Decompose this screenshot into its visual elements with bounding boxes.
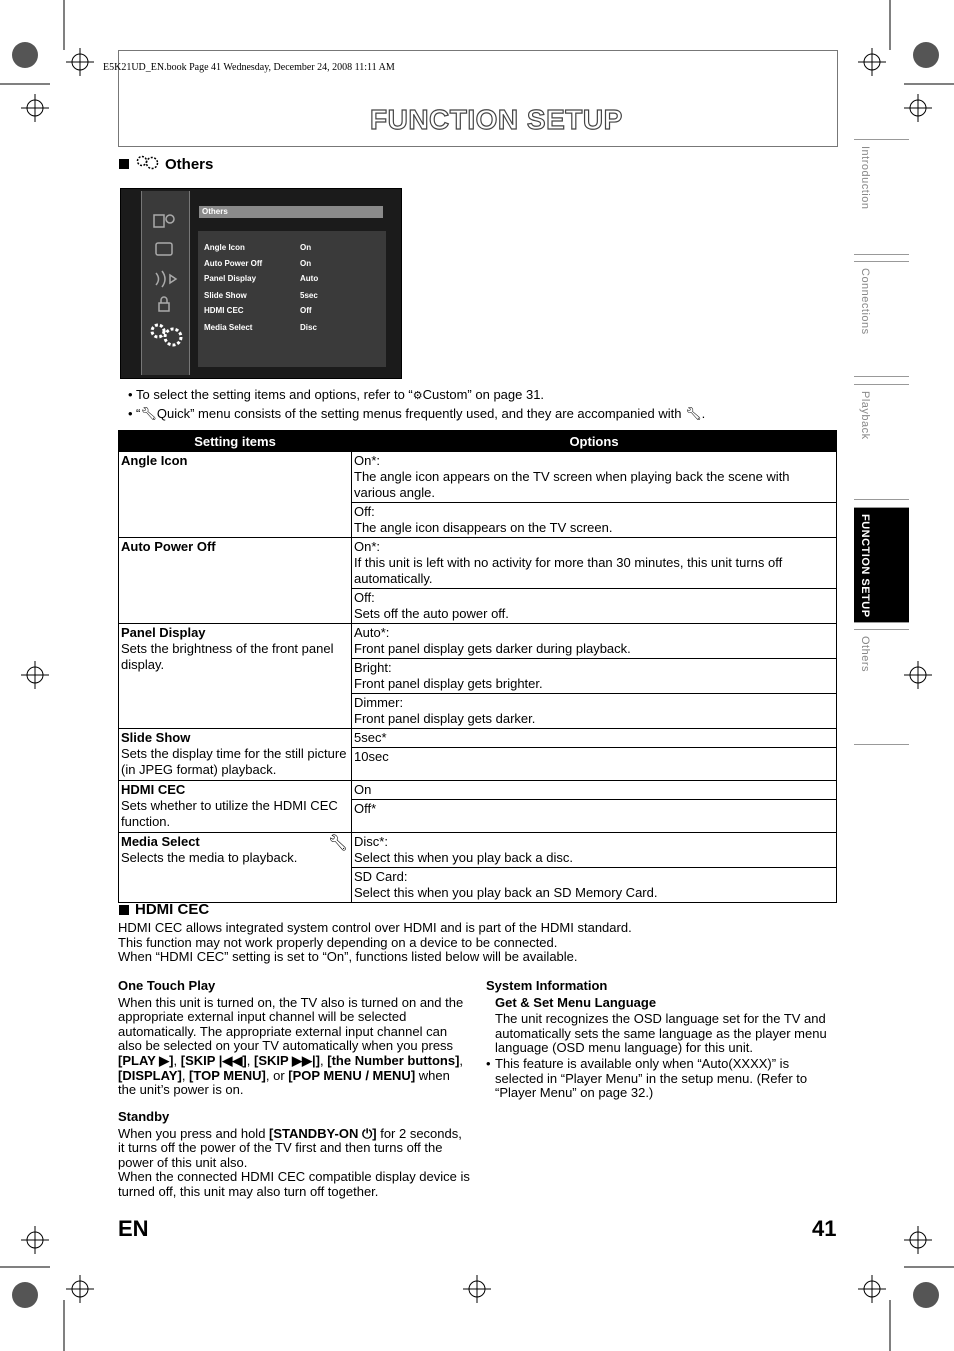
note-quick: • “🔧︎Quick” menu consists of the setting menus frequently used, and they are accompanied with 🔧︎. [128, 406, 706, 421]
osd-row-value: 5sec [300, 291, 318, 300]
square-bullet-icon [119, 159, 129, 169]
osd-row-label: Slide Show [204, 291, 247, 300]
table-row: Slide Show Sets the display time for the still picture (in JPEG format) playback. 5sec* [119, 729, 837, 748]
osd-sidebar [141, 191, 190, 375]
setting-name: HDMI CEC [121, 782, 186, 797]
lock-icon [159, 303, 169, 311]
language-label: EN [118, 1216, 149, 1241]
note-custom: • To select the setting items and options, refer to “⚙Custom” on page 31. [128, 387, 545, 402]
osd-row-value: On [300, 259, 312, 268]
tab-connections[interactable]: Connections [854, 261, 909, 377]
osd-title: Others [199, 206, 383, 218]
table-row: Off: The angle icon disappears on the TV screen. [119, 503, 837, 538]
square-bullet-icon [119, 905, 129, 915]
setting-desc: Sets whether to utilize the HDMI CEC function. [121, 798, 338, 829]
osd-row-value: Off [300, 306, 312, 315]
one-touch-play: One Touch Play When this unit is turned on, the TV also is turned on and the appropriate external input channel will be selected automatically. The appropriate external input channel can also be selected on your TV automatically when you press [PLAY ▶], [SKIP |◀◀], [SKIP ▶▶|], [the Number buttons], [DISPLAY], [TOP MENU], or [POP MENU / MENU] when the unit’s power is on. [118, 979, 470, 1098]
table-row: SD Card: Select this when you play back an SD Memory Card. [119, 868, 837, 903]
setting-desc: Selects the media to playback. [121, 850, 298, 865]
gears-icon [135, 154, 159, 174]
tab-introduction[interactable]: Introduction [854, 139, 909, 255]
tab-function-setup[interactable]: FUNCTION SETUP [854, 507, 909, 623]
page-number: 41 [812, 1216, 837, 1241]
table-row: Auto Power Off On*: If this unit is left with no activity for more than 30 minutes, this unit turns off automatically. [119, 538, 837, 589]
osd-row-value: Auto [300, 274, 319, 283]
setting-name: Angle Icon [121, 453, 188, 468]
custom-icon: ⚙ [412, 390, 423, 402]
tab-others[interactable]: Others [854, 629, 909, 745]
table-row: Off: Sets off the auto power off. [119, 589, 837, 624]
gear-icon [152, 325, 164, 337]
table-row: HDMI CEC Sets whether to utilize the HDMI CEC function. On [119, 781, 837, 800]
table-row: 10sec [119, 748, 837, 781]
osd-row-label: Angle Icon [204, 243, 245, 252]
table-row: Bright: Front panel display gets brighter. [119, 659, 837, 694]
column-header: Options [352, 431, 837, 452]
wrench-icon: 🔧︎ [685, 406, 702, 421]
osd-row-label: Media Select [204, 323, 253, 332]
osd-row-label: Panel Display [204, 274, 257, 283]
standby: Standby When you press and hold [STANDBY-ON ⏻] for 2 seconds, it turns off the power of the TV first and then turns off the power of this unit also. When the connected HDMI CEC compatible display device is turned off, this unit may also turn off together. [118, 1109, 470, 1199]
others-heading: Others [119, 154, 213, 174]
table-row: Dimmer: Front panel display gets darker. [119, 694, 837, 729]
sound-icon [156, 271, 176, 287]
osd-row-value: On [300, 243, 312, 252]
osd-row-label: HDMI CEC [204, 306, 244, 315]
hdmi-intro: HDMI CEC allows integrated system control over HDMI and is part of the HDMI standard. This function may not work properly depending on a device to be connected. When “HDMI CEC” setting is set to “On”, functions listed below will be available. [118, 920, 632, 965]
setting-desc: Sets the brightness of the front panel display. [121, 641, 334, 672]
table-row: Media Select Selects the media to playback. 🔧︎ Disc*: Select this when you play back a disc. [119, 833, 837, 868]
subheading: Standby [118, 1109, 170, 1124]
table-header-row [119, 431, 837, 452]
subheading: One Touch Play [118, 978, 216, 993]
setting-name: Slide Show [121, 730, 191, 745]
wrench-icon: 🔧︎ [140, 406, 157, 421]
table-row: Angle Icon On*: The angle icon appears on the TV screen when playing back the scene with various angle. [119, 452, 837, 503]
table-row: Off* [119, 800, 837, 833]
table-row: Panel Display Sets the brightness of the front panel display. Auto*: Front panel display gets darker during playback. [119, 624, 837, 659]
setting-name: Panel Display [121, 625, 206, 640]
column-header: Setting items [119, 431, 352, 452]
settings-table [118, 430, 837, 903]
display-icon [154, 215, 164, 227]
tv-icon [156, 243, 172, 255]
setting-name: Media Select [121, 834, 200, 849]
tab-playback[interactable]: Playback [854, 384, 909, 500]
setting-name: Auto Power Off [121, 539, 216, 554]
setting-desc: Sets the display time for the still picture (in JPEG format) playback. [121, 746, 347, 777]
wrench-icon: 🔧︎ [327, 835, 348, 852]
subheading: System Information [486, 978, 608, 993]
osd-panel [198, 231, 386, 367]
page-title: FUNCTION SETUP [370, 104, 623, 135]
book-info: E5K21UD_EN.book Page 41 Wednesday, December 24, 2008 11:11 AM [103, 62, 395, 73]
osd-row-value: Disc [300, 323, 317, 332]
system-information: System Information Get & Set Menu Language The unit recognizes the OSD language set for the TV and automatically sets the same language as the player menu language (OSD menu language) for this unit. • This feature is available only when “Auto(XXXX)” is selected in “Player Menu” in the setup menu. (Refer to “Player Menu” on page 32.) [486, 979, 838, 1101]
osd-screenshot [120, 188, 402, 379]
osd-row-label: Auto Power Off [204, 259, 263, 268]
hdmi-cec-heading: HDMI CEC [119, 901, 209, 918]
